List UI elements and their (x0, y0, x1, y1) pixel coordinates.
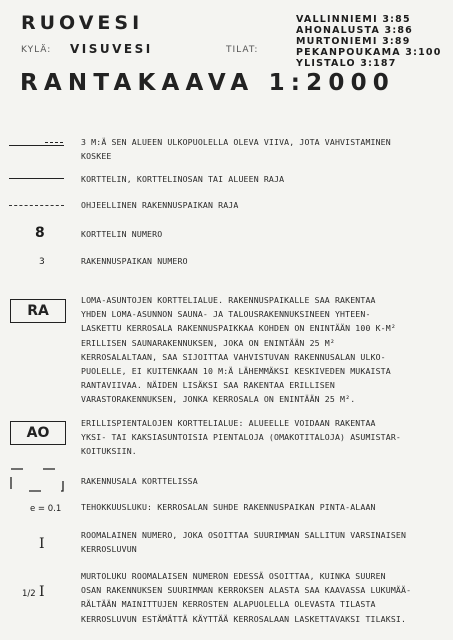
fraction-roman-symbol: I (39, 584, 45, 600)
fraction-symbol: 1/2 (22, 589, 36, 599)
efficiency-symbol: e = 0.1 (30, 504, 62, 514)
ra-zone-symbol: RA (10, 299, 66, 323)
estate-item: VALLINNIEMI 3:85 (296, 14, 411, 25)
roman-numeral-symbol: I (39, 536, 45, 552)
block-number-symbol: 8 (35, 225, 45, 241)
ao-zone-symbol: AO (10, 421, 66, 445)
estate-item: YLISTALO 3:187 (296, 58, 397, 69)
plot-boundary-line-symbol (9, 205, 64, 206)
boundary-3m-tick (45, 142, 63, 143)
estate-item: MURTONIEMI 3:89 (296, 36, 411, 47)
estate-item: AHONALUSTA 3:86 (296, 25, 413, 36)
village-name: VISUVESI (70, 42, 153, 56)
estate-item: PEKANPOUKAMA 3:100 (296, 47, 442, 58)
plan-title: RANTAKAAVA 1:2000 (20, 70, 395, 96)
plot-number-symbol: 3 (39, 257, 45, 267)
estates-label: TILAT: (226, 45, 259, 55)
municipality-name: RUOVESI (21, 12, 144, 34)
village-label: KYLÄ: (21, 45, 52, 55)
boundary-3m-line-symbol (9, 145, 64, 146)
block-boundary-line-symbol (9, 178, 64, 179)
building-area-symbol (10, 468, 64, 492)
